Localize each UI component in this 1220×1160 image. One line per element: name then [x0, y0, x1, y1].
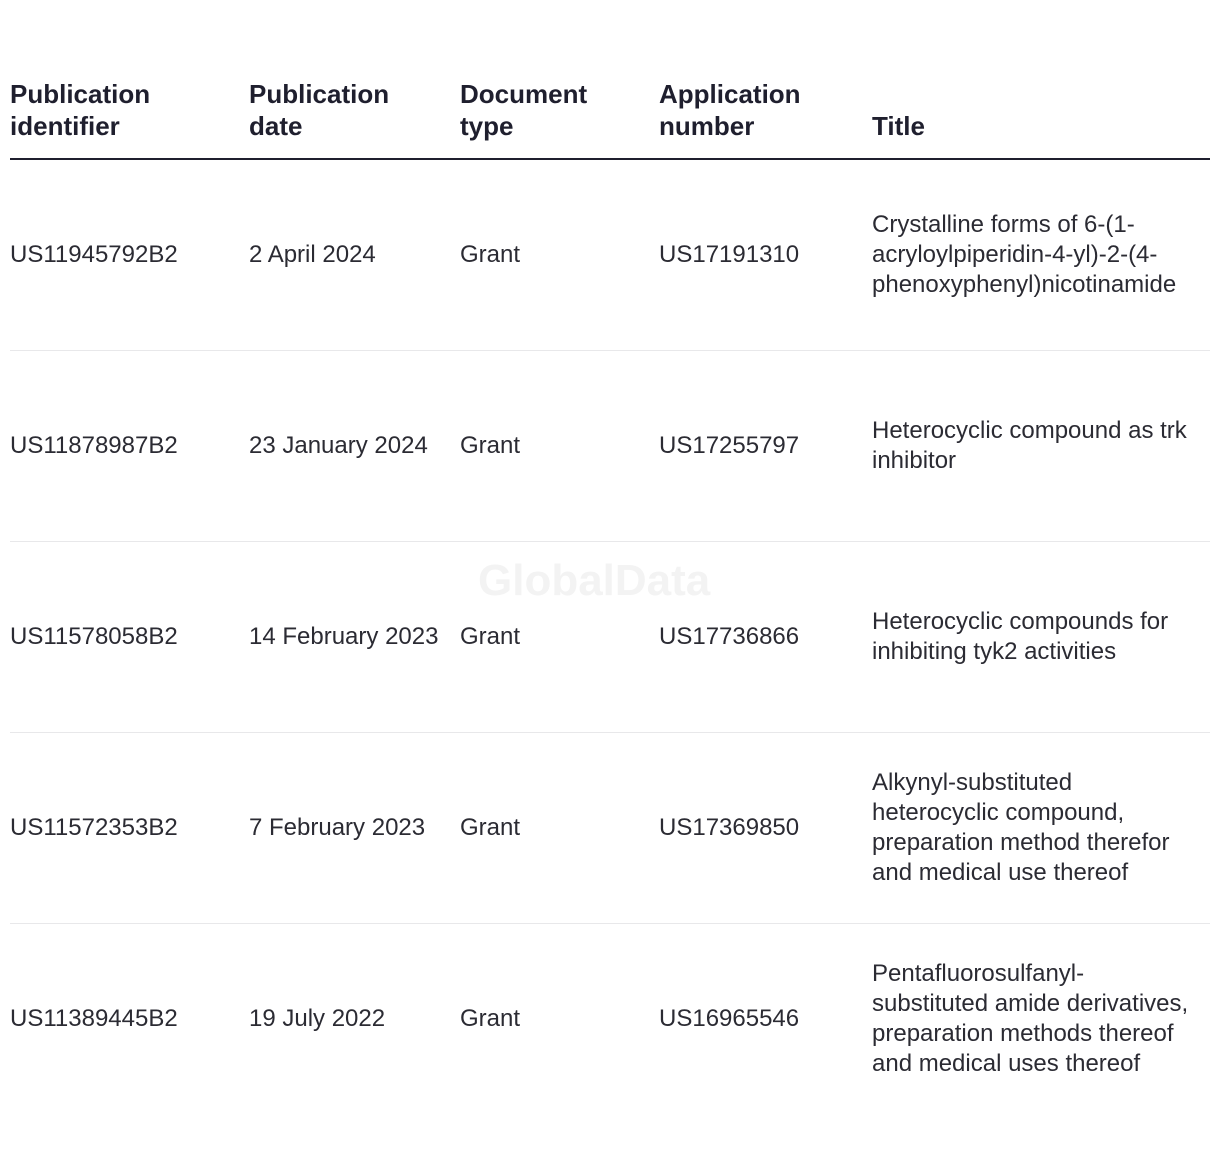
cell-type: Grant — [460, 159, 659, 350]
cell-type: Grant — [460, 350, 659, 541]
header-document-type — [460, 78, 659, 159]
header-line: number — [659, 111, 755, 141]
cell-title: Heterocyclic compounds for inhibiting tyk2 activities — [872, 541, 1210, 732]
cell-application: US17255797 — [659, 350, 872, 541]
cell-type: Grant — [460, 732, 659, 923]
header-line: type — [460, 111, 514, 141]
header-row — [10, 78, 1210, 159]
header-line: Document — [460, 79, 588, 109]
header-line: date — [249, 111, 303, 141]
cell-date: 14 February 2023 — [249, 541, 460, 732]
cell-date: 19 July 2022 — [249, 1004, 386, 1032]
cell-identifier: US11578058B2 — [10, 541, 249, 732]
cell-date: 2 April 2024 — [249, 159, 460, 350]
header-publication-date — [249, 78, 460, 159]
table-row — [10, 732, 1210, 923]
table-body — [10, 159, 1210, 1114]
cell-identifier: US11945792B2 — [10, 159, 249, 350]
cell-date: 7 February 2023 — [249, 732, 460, 923]
cell-type: Grant — [460, 1004, 521, 1032]
cell-title: Pentafluorosulfanyl-substituted amide derivatives, preparation methods thereof and medical uses thereof — [872, 959, 1189, 1077]
cell-application: US17736866 — [659, 541, 872, 732]
table-row — [10, 541, 1210, 732]
cell-application: US17191310 — [659, 159, 872, 350]
header-application-number — [659, 78, 872, 159]
cell-application: US17369850 — [659, 732, 872, 923]
header-line: identifier — [10, 111, 120, 141]
table-row — [10, 350, 1210, 541]
cell-title: Alkynyl-substituted heterocyclic compound, preparation method therefor and medical use thereof — [872, 732, 1210, 923]
cell-identifier: US11572353B2 — [10, 732, 249, 923]
cell-date: 23 January 2024 — [249, 350, 460, 541]
header-line: Publication — [10, 79, 151, 109]
header-title — [872, 78, 1210, 159]
header-line: Application — [659, 79, 801, 109]
table-row — [10, 159, 1210, 350]
cell-application: US16965546 — [659, 1004, 800, 1032]
cell-identifier: US11878987B2 — [10, 350, 249, 541]
header-publication-identifier — [10, 78, 249, 159]
table-header — [10, 78, 1210, 159]
header-line: Publication — [249, 79, 390, 109]
cell-type: Grant — [460, 541, 659, 732]
cell-title: Heterocyclic compound as trk inhibitor — [872, 350, 1210, 541]
watermark: GlobalData — [478, 556, 711, 605]
patents-table — [10, 78, 1210, 1114]
cell-title: Crystalline forms of 6-(1-acryloylpiperidin-4-yl)-2-(4-phenoxyphenyl)nicotinamide — [872, 159, 1210, 350]
table-row — [10, 923, 1210, 1114]
header-line: Title — [872, 111, 925, 141]
patents-table-container — [10, 78, 1210, 1114]
cell-identifier: US11389445B2 — [10, 1004, 178, 1032]
